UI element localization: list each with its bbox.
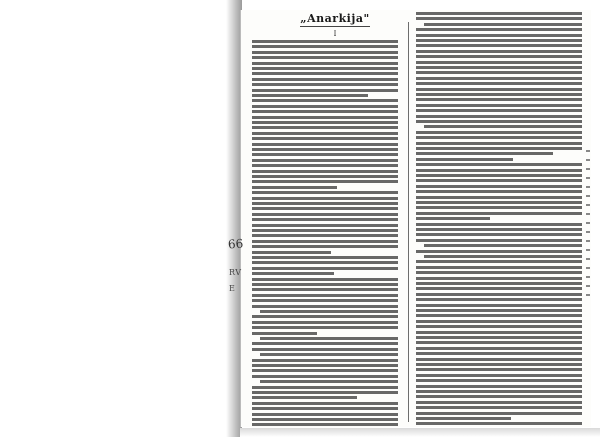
- illegible-text-line: [416, 298, 582, 301]
- illegible-text-line: [252, 78, 398, 81]
- illegible-text-line: [252, 159, 398, 162]
- illegible-text-line: [416, 422, 582, 425]
- illegible-text-line: [416, 282, 582, 285]
- margin-fragment: E: [229, 284, 236, 293]
- illegible-text-line: [252, 305, 398, 308]
- illegible-text-line: [416, 336, 582, 339]
- illegible-text-line: [252, 197, 398, 200]
- illegible-text-line: [424, 125, 582, 128]
- illegible-text-line: [252, 256, 398, 259]
- illegible-text-line: [416, 401, 582, 404]
- illegible-text-line: [424, 23, 582, 26]
- illegible-text-line: [252, 240, 398, 243]
- illegible-text-line: [416, 374, 582, 377]
- illegible-text-line: [252, 99, 398, 102]
- illegible-text-line: [416, 28, 582, 31]
- illegible-text-line: [416, 185, 582, 188]
- illegible-text-line: [252, 207, 398, 210]
- illegible-text-line: [416, 66, 582, 69]
- illegible-text-line: [416, 412, 582, 415]
- illegible-text-line: [416, 314, 582, 317]
- illegible-text-line: [252, 321, 398, 324]
- illegible-text-line: [252, 413, 398, 416]
- illegible-text-line: [416, 12, 582, 15]
- illegible-text-line: [416, 71, 582, 74]
- illegible-text-line: [252, 132, 398, 135]
- illegible-text-line: [252, 342, 398, 345]
- illegible-text-line: [416, 201, 582, 204]
- illegible-text-line: [252, 386, 398, 389]
- illegible-text-line: [416, 115, 582, 118]
- illegible-text-line: [416, 163, 582, 166]
- illegible-text-line: [416, 217, 490, 220]
- illegible-text-line: [416, 250, 582, 253]
- illegible-text-line: [252, 164, 398, 167]
- illegible-text-line: [252, 407, 398, 410]
- illegible-text-line: [416, 385, 582, 388]
- illegible-text-line: [416, 98, 582, 101]
- illegible-text-line: [416, 390, 582, 393]
- illegible-text-line: [416, 55, 582, 58]
- illegible-text-line: [416, 266, 582, 269]
- illegible-text-line: [416, 93, 582, 96]
- illegible-text-line: [416, 174, 582, 177]
- illegible-text-line: [252, 283, 398, 286]
- illegible-text-line: [416, 158, 513, 161]
- illegible-text-line: [416, 109, 582, 112]
- illegible-text-line: [252, 137, 398, 140]
- illegible-text-line: [252, 315, 398, 318]
- illegible-text-line: [416, 271, 582, 274]
- illegible-text-line: [252, 423, 398, 426]
- illegible-text-line: [416, 341, 582, 344]
- illegible-text-line: [252, 267, 398, 270]
- illegible-text-line: [416, 223, 582, 226]
- illegible-text-line: [252, 153, 398, 156]
- illegible-text-line: [416, 50, 582, 53]
- illegible-text-line: [416, 406, 582, 409]
- illegible-text-line: [252, 272, 334, 275]
- illegible-text-line: [252, 299, 398, 302]
- illegible-text-line: [252, 67, 398, 70]
- illegible-text-line: [416, 320, 582, 323]
- illegible-text-line: [416, 142, 582, 145]
- margin-fragment: RV: [229, 268, 242, 277]
- illegible-text-line: [416, 147, 582, 150]
- illegible-text-line: [252, 224, 398, 227]
- illegible-text-line: [416, 331, 582, 334]
- illegible-text-line: [416, 417, 511, 420]
- illegible-text-line: [416, 309, 582, 312]
- illegible-text-line: [424, 244, 582, 247]
- illegible-text-line: [252, 56, 398, 59]
- illegible-text-line: [252, 418, 398, 421]
- illegible-text-line: [252, 251, 331, 254]
- illegible-text-line: [252, 278, 398, 281]
- illegible-text-line: [416, 82, 582, 85]
- illegible-text-line: [252, 116, 398, 119]
- illegible-text-line: [252, 83, 398, 86]
- illegible-text-line: [416, 352, 582, 355]
- illegible-text-line: [252, 45, 398, 48]
- illegible-text-line: [252, 402, 398, 405]
- illegible-text-line: [416, 395, 582, 398]
- illegible-text-line: [260, 353, 398, 356]
- illegible-text-line: [252, 245, 398, 248]
- illegible-text-line: [252, 218, 398, 221]
- illegible-text-line: [416, 34, 582, 37]
- illegible-text-line: [252, 213, 398, 216]
- illegible-text-line: [416, 358, 582, 361]
- margin-page-number: 66: [227, 236, 244, 252]
- illegible-text-line: [252, 62, 398, 65]
- article-title: „Anarkija": [300, 12, 370, 25]
- illegible-text-line: [252, 391, 398, 394]
- illegible-text-line: [416, 190, 582, 193]
- illegible-text-line: [416, 347, 582, 350]
- illegible-text-line: [260, 337, 398, 340]
- illegible-text-line: [416, 136, 582, 139]
- bottom-edge-shadow: [240, 428, 600, 437]
- illegible-text-line: [252, 229, 398, 232]
- illegible-text-line: [252, 202, 398, 205]
- illegible-text-line: [416, 212, 582, 215]
- illegible-text-line: [252, 121, 398, 124]
- illegible-text-line: [252, 261, 398, 264]
- illegible-text-line: [252, 143, 398, 146]
- illegible-text-line: [252, 110, 398, 113]
- illegible-text-line: [252, 348, 398, 351]
- illegible-text-line: [252, 175, 398, 178]
- illegible-text-line: [416, 228, 582, 231]
- illegible-text-line: [416, 17, 582, 20]
- illegible-text-line: [416, 368, 582, 371]
- illegible-text-line: [252, 396, 357, 399]
- illegible-text-line: [416, 77, 582, 80]
- illegible-text-line: [416, 44, 582, 47]
- illegible-text-line: [416, 206, 582, 209]
- illegible-text-line: [416, 379, 582, 382]
- illegible-text-line: [252, 40, 398, 43]
- right-edge-marks: [586, 150, 590, 300]
- column-divider: [408, 22, 409, 422]
- illegible-text-line: [252, 89, 398, 92]
- illegible-text-line: [424, 255, 582, 258]
- illegible-text-line: [252, 369, 398, 372]
- illegible-text-line: [252, 126, 398, 129]
- illegible-text-line: [252, 94, 368, 97]
- title-underline: [300, 26, 370, 27]
- illegible-text-line: [416, 169, 582, 172]
- illegible-text-line: [416, 260, 582, 263]
- illegible-text-line: [252, 364, 398, 367]
- illegible-text-line: [252, 180, 398, 183]
- illegible-text-line: [252, 294, 398, 297]
- illegible-text-line: [416, 287, 582, 290]
- illegible-text-line: [416, 88, 582, 91]
- illegible-text-line: [416, 179, 582, 182]
- illegible-text-line: [416, 39, 582, 42]
- illegible-text-line: [416, 131, 582, 134]
- illegible-text-line: [252, 359, 398, 362]
- illegible-text-line: [416, 104, 582, 107]
- illegible-text-line: [252, 326, 398, 329]
- illegible-text-line: [260, 380, 398, 383]
- illegible-text-line: [252, 234, 398, 237]
- illegible-text-line: [252, 332, 317, 335]
- illegible-text-line: [252, 288, 398, 291]
- section-number: I: [333, 30, 337, 38]
- illegible-text-line: [260, 310, 398, 313]
- illegible-text-line: [416, 120, 582, 123]
- illegible-text-line: [416, 277, 582, 280]
- illegible-text-line: [416, 152, 553, 155]
- illegible-text-line: [416, 61, 582, 64]
- illegible-text-line: [416, 196, 582, 199]
- illegible-text-line: [252, 105, 398, 108]
- illegible-text-line: [252, 186, 337, 189]
- illegible-text-line: [252, 72, 398, 75]
- illegible-text-line: [416, 239, 582, 242]
- illegible-text-line: [252, 51, 398, 54]
- illegible-text-line: [416, 293, 582, 296]
- illegible-text-line: [416, 325, 582, 328]
- illegible-text-line: [416, 363, 582, 366]
- illegible-text-line: [252, 148, 398, 151]
- illegible-text-line: [252, 170, 398, 173]
- illegible-text-line: [252, 191, 398, 194]
- illegible-text-line: [416, 233, 582, 236]
- illegible-text-line: [252, 375, 398, 378]
- illegible-text-line: [416, 304, 582, 307]
